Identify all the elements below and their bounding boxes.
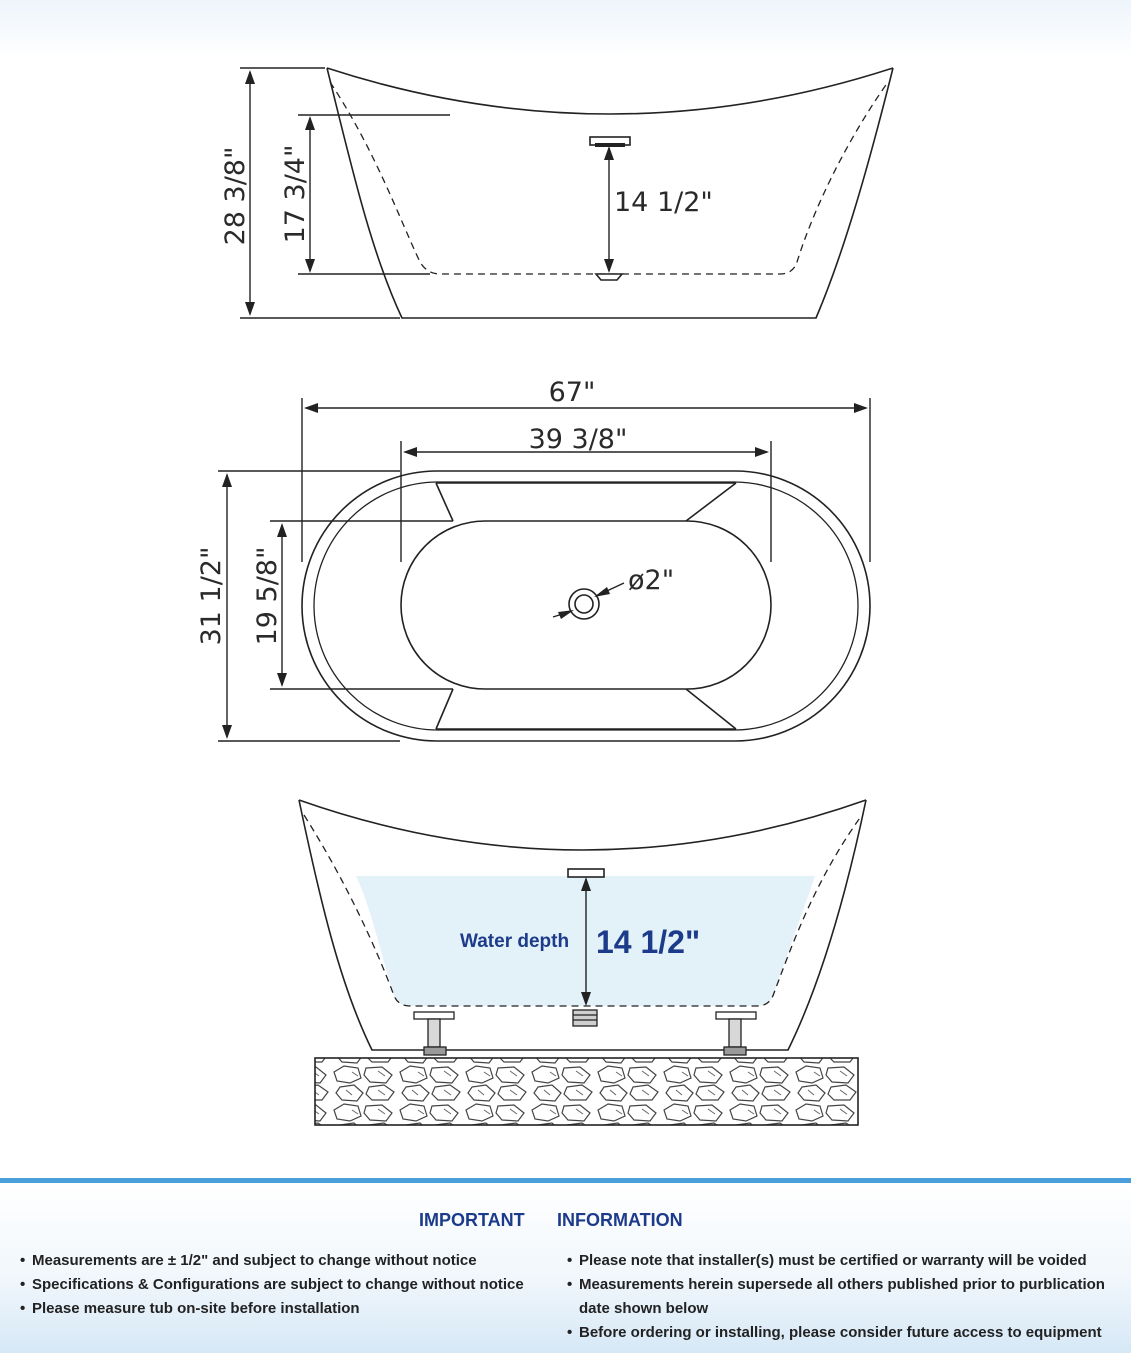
stone-floor [315, 1058, 858, 1125]
bevel-bottom-right [686, 689, 736, 729]
total-height-label: 28 3/8" [220, 146, 251, 246]
tub-rim [327, 68, 893, 114]
tub-rim-2 [299, 800, 866, 850]
info-bullet: • Before ordering or installing, please consider future access to equipment [567, 1321, 1123, 1345]
info-bullets-right [567, 1249, 1123, 1345]
bevel-top-right [686, 483, 736, 521]
bottom-length-label: 39 3/8" [528, 424, 628, 455]
overflow-fitting-2 [568, 869, 604, 877]
tub-bottom-outline [401, 521, 771, 689]
info-bullet: • Please measure tub on-site before installation [20, 1297, 550, 1321]
leveling-feet [414, 1010, 756, 1055]
bevel-top-left [436, 483, 453, 521]
overflow-height-label: 14 1/2" [614, 187, 713, 218]
info-heading [0, 1210, 1131, 1234]
info-bullet: • Measurements herein supersede all others published prior to purblication date shown below [567, 1273, 1123, 1321]
tub-rim-inner-outline [314, 482, 858, 730]
info-bullet: • Measurements are ± 1/2" and subject to change without notice [20, 1249, 550, 1273]
heading-information: INFORMATION [557, 1210, 683, 1230]
heading-important: IMPORTANT [419, 1210, 525, 1230]
water-depth-value: 14 1/2" [596, 924, 701, 960]
tub-outer-outline [302, 471, 870, 741]
drain-diameter-label: ø2" [628, 565, 675, 596]
drain-fitting [596, 274, 622, 280]
water-depth-label: Water depth [460, 931, 570, 952]
info-bullet: • Please note that installer(s) must be certified or warranty will be voided [567, 1249, 1123, 1273]
width-label: 31 1/2" [196, 546, 227, 646]
important-information-panel [0, 1178, 1131, 1353]
bevel-bottom-left [436, 689, 453, 729]
drain-circle-inner [575, 595, 593, 613]
top-view [302, 471, 870, 741]
info-bullet: • Specifications & Configurations are subject to change without notice [20, 1273, 550, 1297]
bottom-width-label: 19 5/8" [252, 546, 283, 646]
drain-circle-outer [569, 589, 599, 619]
info-bullets-left [20, 1249, 550, 1321]
interior-depth-label: 17 3/4" [280, 144, 311, 244]
side-view [327, 68, 893, 318]
water-view [299, 800, 866, 1125]
length-label: 67" [548, 377, 596, 408]
